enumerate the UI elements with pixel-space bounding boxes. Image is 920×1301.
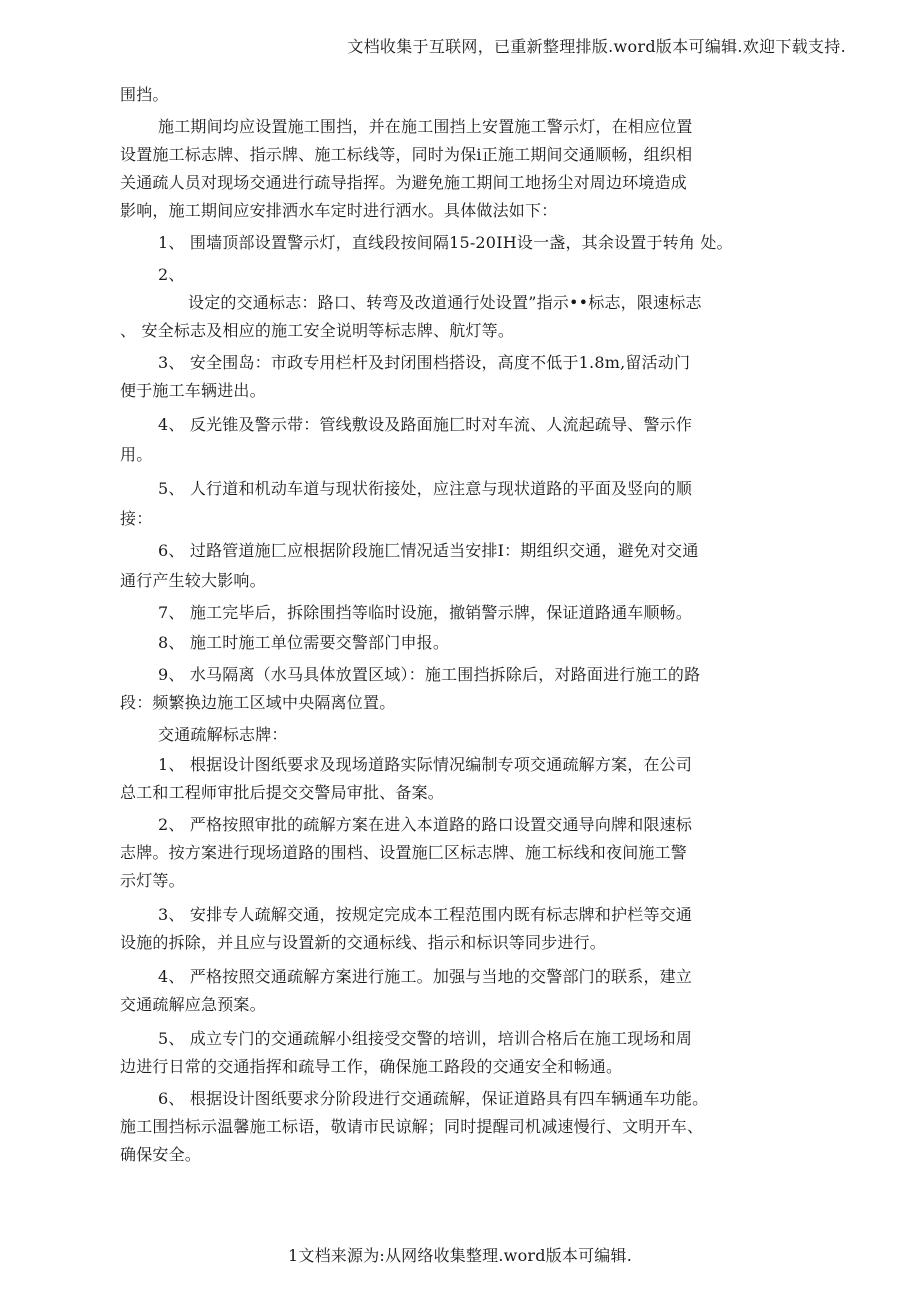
text-line: 便于施工车辆进出。 — [120, 381, 266, 400]
page-footer: 1文档来源为:从网络收集整理.word版本可编辑. — [288, 1246, 632, 1265]
text-line: 9、 水马隔离（水马具体放置区域）：施工围挡拆除后，对路面进行施工的路 — [158, 665, 701, 684]
text-line: 6、 根据设计图纸要求分阶段进行交通疏解，保证道路具有四车辆通车功能。 — [158, 1089, 709, 1108]
text-line: 3、 安全围岛：市政专用栏杆及封闭围档搭设，高度不低于1.8m,留活动门 — [158, 353, 691, 372]
text-line: 设置施工标志牌、指示牌、施工标线等，同时为保i正施工期间交通顺畅，组织相 — [120, 145, 693, 164]
text-line: 示灯等。 — [120, 871, 185, 890]
text-line: 4、 反光锥及警示带：管线敷设及路面施匚时对车流、人流起疏导、警示作 — [158, 415, 693, 434]
text-line: 边进行日常的交通指挥和疏导工作，确保施工路段的交通安全和畅通。 — [120, 1057, 623, 1076]
text-line: 2、 — [158, 265, 185, 284]
text-line: 、 安全标志及相应的施工安全说明等标志牌、航灯等。 — [120, 321, 515, 340]
text-line: 4、 严格按照交通疏解方案进行施工。加强与当地的交警部门的联系，建立 — [158, 967, 693, 986]
text-line: 8、 施工时施工单位需要交警部门申报。 — [158, 633, 450, 652]
text-line: 2、 严格按照审批的疏解方案在进入本道路的路口设置交通导向牌和限速标 — [158, 815, 693, 834]
text-line: 7、 施工完毕后，拆除围挡等临时设施，撤销警示牌，保证道路通车顺畅。 — [158, 603, 693, 622]
text-line: 施工期间均应设置施工围挡，并在施工围挡上安置施工警示灯，在相应位置 — [158, 117, 693, 136]
text-line: 1、 根据设计图纸要求及现场道路实际情况编制专项交通疏解方案，在公司 — [158, 755, 693, 774]
text-line: 关通疏人员对现场交通进行疏导指挥。为避免施工期间工地扬尘对周边环境造成 — [120, 173, 688, 192]
text-line: 段：频繁换边施工区域中央隔离位置。 — [120, 693, 396, 712]
text-line: 影响，施工期间应安排洒水车定时进行洒水。具体做法如下： — [120, 201, 558, 220]
text-line: 用。 — [120, 445, 153, 464]
text-line: 5、 人行道和机动车道与现状衔接处，应注意与现状道路的平面及竖向的顺 — [158, 479, 693, 498]
text-line: 设施的拆除，并且应与设置新的交通标线、指示和标识等同步进行。 — [120, 933, 607, 952]
text-line: 施工围挡标示温馨施工标语，敬请市民谅解；同时提醒司机减速慢行、文明开车、 — [120, 1117, 704, 1136]
text-line: 总工和工程师审批后提交交警局审批、备案。 — [120, 783, 445, 802]
text-line: 3、 安排专人疏解交通，按规定完成本工程范围内既有标志牌和护栏等交通 — [158, 905, 693, 924]
text-line: 5、 成立专门的交通疏解小组接受交警的培训，培训合格后在施工现场和周 — [158, 1029, 693, 1048]
text-line: 交通疏解标志牌： — [158, 725, 288, 744]
page-header: 文档收集于互联网，已重新整理排版.word版本可编辑.欢迎下载支持. — [347, 37, 846, 56]
text-line: 设定的交通标志：路口、转弯及改道通行处设置”指示••标志，限速标志 — [188, 293, 702, 312]
text-line: 围挡。 — [120, 85, 169, 104]
text-line: 通行产生较大影响。 — [120, 571, 266, 590]
text-line: 6、 过路管道施匚应根据阶段施匚情况适当安排I：期组织交通，避免对交通 — [158, 541, 699, 560]
text-line: 接： — [120, 509, 153, 528]
text-line: 确保安全。 — [120, 1145, 202, 1164]
text-line: 志牌。按方案进行现场道路的围档、设置施匚区标志牌、施工标线和夜间施工警 — [120, 843, 688, 862]
text-line: 交通疏解应急预案。 — [120, 995, 266, 1014]
text-line: 1、 围墙顶部设置警示灯，直线段按间隔15-20IH设一盏，其余设置于转角 处。 — [158, 233, 733, 252]
